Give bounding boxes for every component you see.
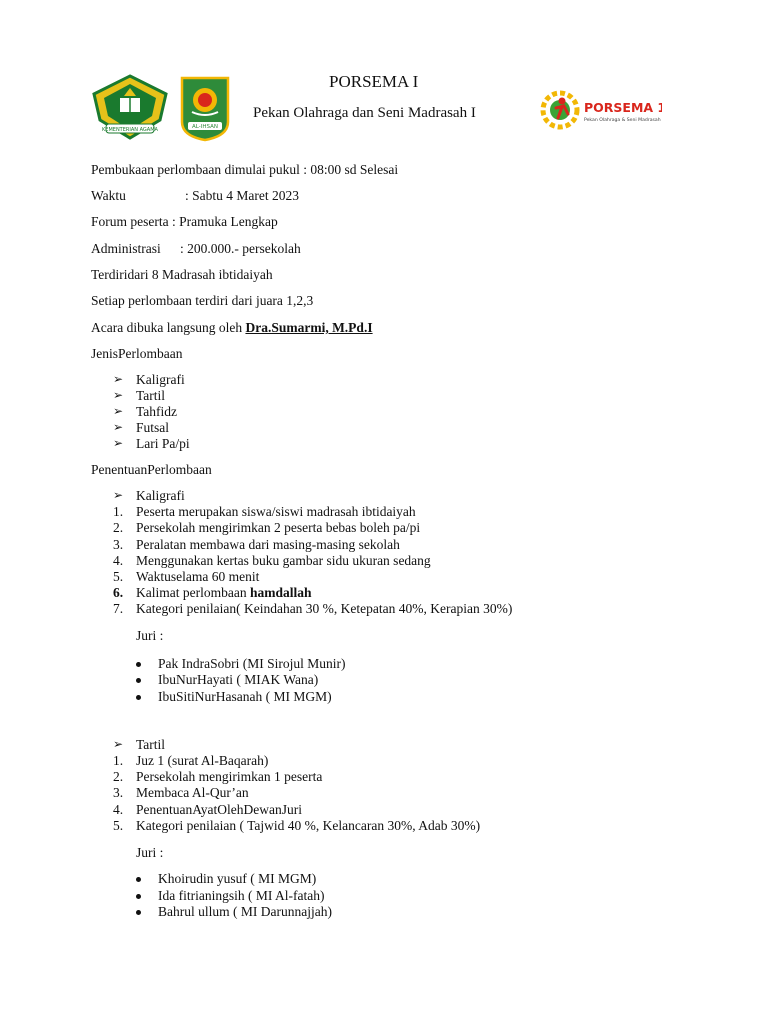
- arrow-bullet-icon: ➢: [113, 372, 124, 386]
- list-item: Peralatan membawa dari masing-masing sekolah: [136, 537, 400, 552]
- list-item: Ida fitrianingsih ( MI Al-fatah): [158, 888, 325, 903]
- kaligrafi-title: Kaligrafi: [136, 488, 185, 503]
- list-item: Futsal: [136, 420, 170, 435]
- tartil-title: Tartil: [136, 737, 166, 752]
- tartil-juri-label: Juri :: [136, 845, 164, 860]
- list-item: IbuNurHayati ( MIAK Wana): [158, 672, 319, 687]
- info-acara-name: Dra.Sumarmi, M.Pd.I: [245, 320, 373, 335]
- page-subtitle: Pekan Olahraga dan Seni Madrasah I: [253, 105, 476, 121]
- list-number: 5.: [113, 569, 124, 584]
- list-item: [136, 585, 312, 601]
- page-title: PORSEMA I: [329, 72, 419, 91]
- list-item: IbuSitiNurHasanah ( MI MGM): [158, 689, 332, 704]
- bullet-dot-icon: [136, 877, 141, 882]
- info-acara: [91, 320, 373, 336]
- list-number: 4.: [113, 802, 124, 817]
- list-item: Bahrul ullum ( MI Darunnajjah): [158, 904, 332, 919]
- school-logo-text: AL-IHSAN: [192, 124, 218, 130]
- info-waktu-label: Waktu: [91, 188, 126, 203]
- list-item: Tartil: [136, 388, 166, 403]
- list-item: Waktuselama 60 menit: [136, 569, 260, 584]
- porsema-logo-title: PORSEMA 1: [584, 100, 662, 115]
- school-logo: [176, 74, 234, 142]
- arrow-bullet-icon: ➢: [113, 388, 124, 402]
- arrow-bullet-icon: ➢: [113, 436, 124, 450]
- list-number: 3.: [113, 537, 124, 552]
- list-item: Menggunakan kertas buku gambar sidu ukuran sedang: [136, 553, 431, 568]
- kemenag-logo-text: KEMENTERIAN AGAMA: [102, 127, 158, 133]
- list-item: Lari Pa/pi: [136, 436, 190, 451]
- info-pembukaan: Pembukaan perlombaan dimulai pukul : 08:00 sd Selesai: [91, 162, 399, 177]
- arrow-bullet-icon: ➢: [113, 420, 124, 434]
- list-number: 1.: [113, 504, 124, 519]
- list-item: Persekolah mengirimkan 2 peserta bebas boleh pa/pi: [136, 520, 421, 535]
- info-acara-prefix: Acara dibuka langsung oleh: [91, 320, 246, 335]
- list-item: Kaligrafi: [136, 372, 185, 387]
- arrow-bullet-icon: ➢: [113, 737, 124, 751]
- list-item: Tahfidz: [136, 404, 178, 419]
- list-number: 6.: [113, 585, 124, 600]
- info-terdiri: Terdiridari 8 Madrasah ibtidaiyah: [91, 267, 273, 282]
- list-item: Persekolah mengirimkan 1 peserta: [136, 769, 323, 784]
- penentuan-heading: PenentuanPerlombaan: [91, 462, 212, 477]
- list-item: Kategori penilaian( Keindahan 30 %, Ketepatan 40%, Kerapian 30%): [136, 601, 513, 616]
- list-number: 2.: [113, 520, 124, 535]
- arrow-bullet-icon: ➢: [113, 404, 124, 418]
- info-forum: Forum peserta : Pramuka Lengkap: [91, 214, 278, 229]
- arrow-bullet-icon: ➢: [113, 488, 124, 502]
- info-administrasi-value: : 200.000.- persekolah: [180, 241, 301, 256]
- porsema-logo: [538, 88, 662, 132]
- kaligrafi-juri-label: Juri :: [136, 628, 164, 643]
- list-item: Membaca Al-Qur’an: [136, 785, 249, 800]
- info-setiap: Setiap perlombaan terdiri dari juara 1,2,3: [91, 293, 314, 308]
- list-item: Juz 1 (surat Al-Baqarah): [136, 753, 269, 768]
- kemenag-logo: [90, 74, 170, 140]
- rule-bold-text: hamdallah: [249, 585, 312, 600]
- bullet-dot-icon: [136, 678, 141, 683]
- list-number: 3.: [113, 785, 124, 800]
- list-item: PenentuanAyatOlehDewanJuri: [136, 802, 302, 817]
- list-number: 2.: [113, 769, 124, 784]
- bullet-dot-icon: [136, 695, 141, 700]
- bullet-dot-icon: [136, 894, 141, 899]
- porsema-logo-subtitle: Pekan Olahraga & Seni Madrasah: [584, 118, 661, 123]
- bullet-dot-icon: [136, 910, 141, 915]
- list-item: Kategori penilaian ( Tajwid 40 %, Kelancaran 30%, Adab 30%): [136, 818, 481, 833]
- info-waktu-value: : Sabtu 4 Maret 2023: [185, 188, 299, 203]
- list-item: Pak IndraSobri (MI Sirojul Munir): [158, 656, 346, 671]
- info-administrasi-label: Administrasi: [91, 241, 161, 256]
- list-number: 5.: [113, 818, 124, 833]
- list-number: 4.: [113, 553, 124, 568]
- jenis-heading: JenisPerlombaan: [91, 346, 183, 361]
- bullet-dot-icon: [136, 662, 141, 667]
- rule-text: Kalimat perlombaan: [136, 585, 250, 600]
- list-number: 1.: [113, 753, 124, 768]
- list-item: Peserta merupakan siswa/siswi madrasah ibtidaiyah: [136, 504, 416, 519]
- list-number: 7.: [113, 601, 124, 616]
- list-item: Khoirudin yusuf ( MI MGM): [158, 871, 317, 886]
